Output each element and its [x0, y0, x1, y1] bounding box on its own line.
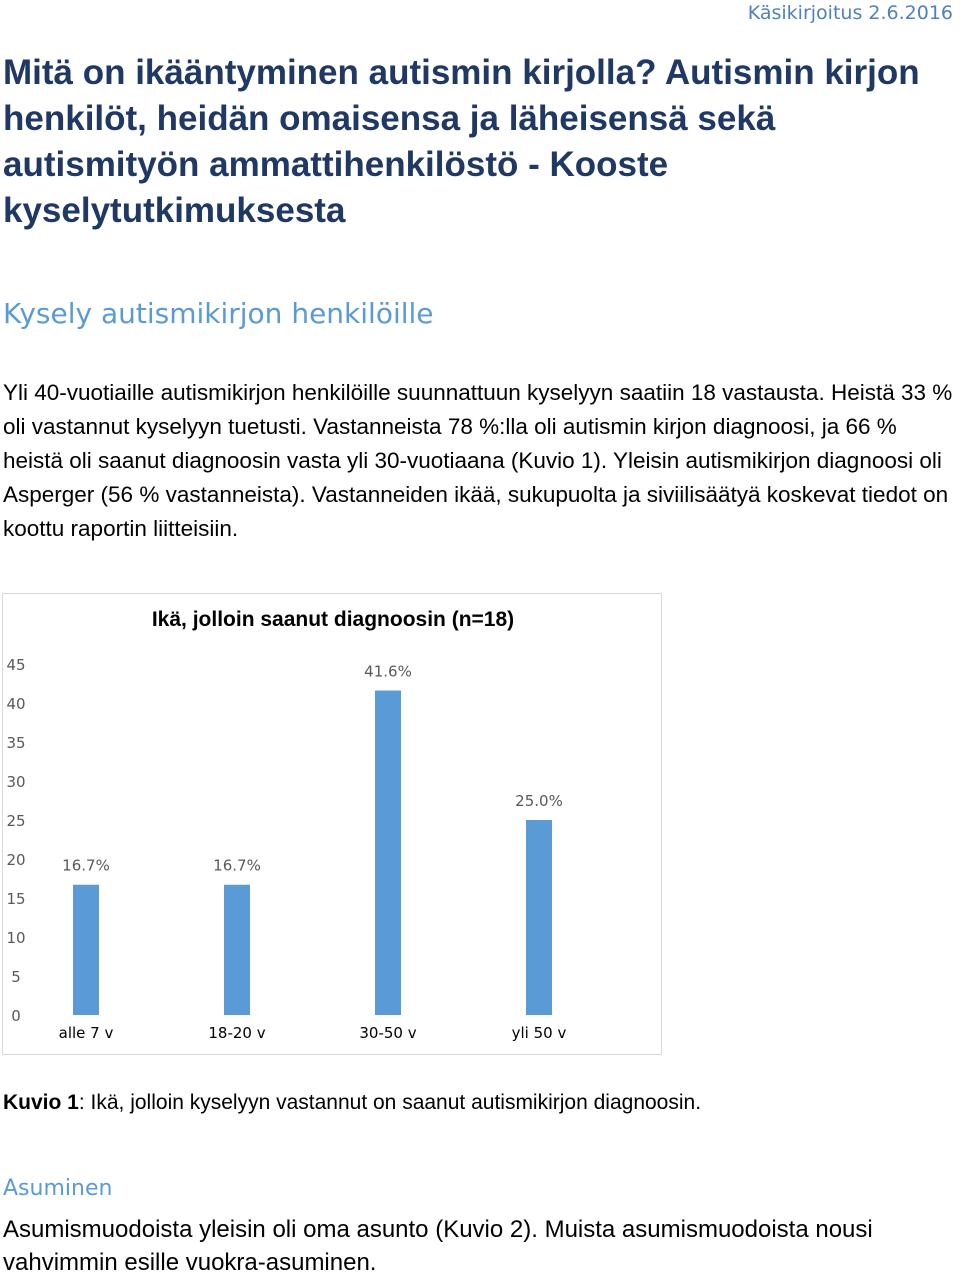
- x-axis-labels: [59, 1024, 567, 1042]
- figure-caption: [3, 1091, 701, 1115]
- bar-alle-7-v: [73, 885, 99, 1015]
- caption-label: Kuvio 1: [3, 1091, 79, 1114]
- bar-yli-50-v: [526, 820, 552, 1015]
- y-tick-label: 45: [6, 656, 26, 674]
- y-axis-ticks: [6, 656, 25, 1025]
- bar-18-20-v: [224, 885, 250, 1015]
- survey-paragraph: Yli 40-vuotiaille autismikirjon henkilöille suunnattuun kyselyyn saatiin 18 vastausta. Heistä 33 % oli vastannut kyselyyn tuetusti. Vastanneista 78 %:lla oli autismin kirjon diagnoosi, ja 66 % heistä oli saanut diagnoosin vasta yli 30-vuotiaana (Kuvio 1). Yleisin autismikirjon diagnoosi oli Asperger (56 % vastanneista). Vastanneiden ikää, sukupuolta ja siviilisäätyä koskevat tiedot on koottu raportin liitteisiin.: [3, 380, 953, 541]
- chart-title: Ikä, jolloin saanut diagnoosin (n=18): [151, 608, 515, 631]
- y-tick-label: 35: [6, 734, 26, 752]
- bar-data-label: 25.0%: [515, 792, 563, 810]
- y-tick-label: 40: [6, 695, 26, 713]
- document-title: Mitä on ikääntyminen autismin kirjolla? Autismin kirjon henkilöt, heidän omaisensa ja läheisensä sekä autismityön ammattihenkilöstö - Kooste kyselytutkimuksesta: [3, 53, 920, 230]
- x-tick-label: 18-20 v: [208, 1024, 266, 1042]
- section-heading-housing: Asuminen: [3, 1176, 113, 1201]
- y-tick-label: 0: [11, 1007, 21, 1025]
- age-at-diagnosis-chart: [2, 593, 662, 1055]
- x-tick-label: yli 50 v: [511, 1024, 567, 1042]
- chart-canvas: [3, 594, 663, 1056]
- y-tick-label: 5: [11, 968, 21, 986]
- bar-data-label: 16.7%: [213, 856, 261, 875]
- y-tick-label: 30: [6, 773, 26, 791]
- x-tick-label: 30-50 v: [359, 1024, 417, 1042]
- bar-data-label: 41.6%: [364, 662, 412, 681]
- bar-data-label: 16.7%: [62, 856, 110, 875]
- bar-30-50-v: [375, 691, 401, 1015]
- y-tick-label: 10: [6, 929, 26, 947]
- x-tick-label: alle 7 v: [58, 1024, 114, 1042]
- y-tick-label: 20: [6, 851, 26, 869]
- y-tick-label: 25: [6, 812, 26, 830]
- housing-paragraph: Asumismuodoista yleisin oli oma asunto (Kuvio 2). Muista asumismuodoista nousi vahvimmin esille vuokra-asuminen.: [3, 1216, 873, 1276]
- document-date: Käsikirjoitus 2.6.2016: [747, 2, 953, 24]
- section-heading-survey: Kysely autismikirjon henkilöille: [3, 297, 434, 330]
- y-tick-label: 15: [6, 890, 26, 908]
- caption-text: : Ikä, jolloin kyselyyn vastannut on saanut autismikirjon diagnoosin.: [78, 1091, 702, 1114]
- bars: [62, 663, 563, 1015]
